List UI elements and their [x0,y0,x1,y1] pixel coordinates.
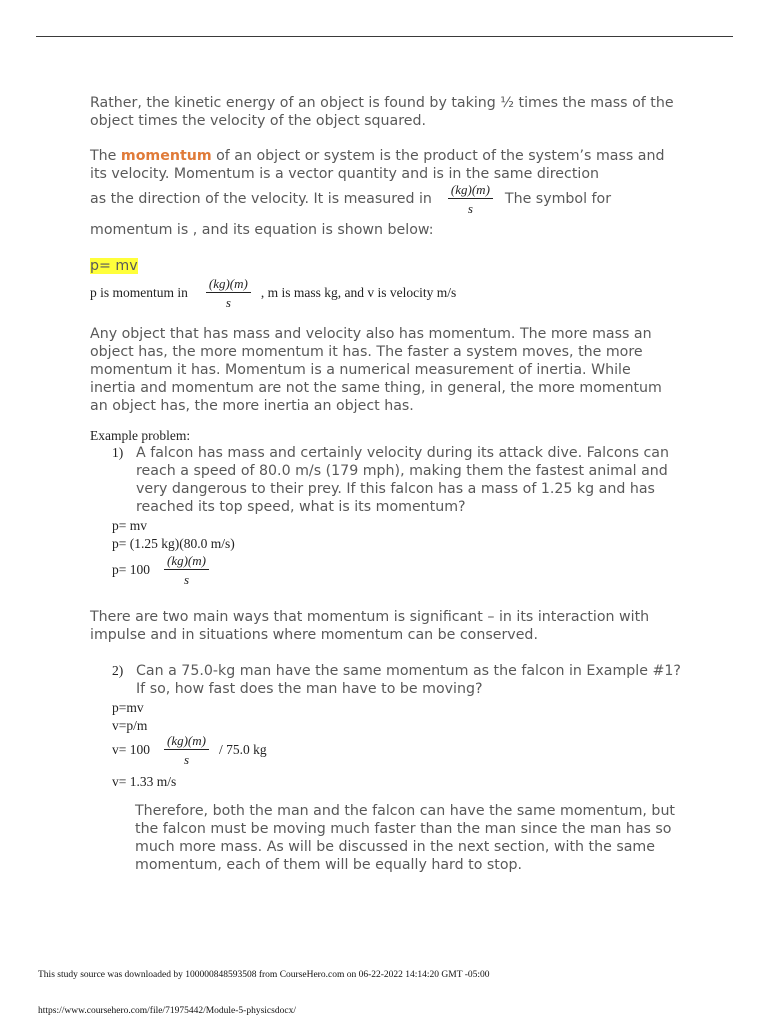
variable-definitions [90,276,456,310]
equation-highlight [90,257,138,275]
example-1-step-3 [112,553,209,587]
fraction-numerator: (kg)(m) [448,182,493,199]
download-notice: This study source was downloaded by 100000848593508 from CourseHero.com on 06-22-2022 14:14:20 GMT -05:00 [38,970,490,980]
example-heading: Example problem: [90,428,191,443]
unit-fraction [164,553,209,587]
example-1-step-2: p= (1.25 kg)(80.0 m/s) [112,536,235,551]
list-number: 1) [112,445,124,460]
text-segment: of an object or system is the product of the system’s mass and its velocity. Momentum is a vector quantity and is in the same direction [90,148,665,182]
paragraph-kinetic-energy: Rather, the kinetic energy of an object is found by taking ½ times the mass of the object times the velocity of the object squared. [90,95,674,129]
text-segment: The [90,148,121,164]
example-2-conclusion: Therefore, both the man and the falcon can have the same momentum, but the falcon must be moving much faster than the man since the man has so much more mass. As will be discussed in the next section, with the same momentum, each of them will be equally hard to stop. [135,803,675,873]
paragraph-momentum-definition [90,147,680,183]
example-2-step-3 [112,733,267,767]
example-2-step-1: p=mv [112,700,144,715]
measurement-line [90,182,690,216]
unit-fraction [206,276,251,310]
example-1-text: A falcon has mass and certainly velocity during its attack dive. Falcons can reach a speed of 80.0 m/s (179 mph), making them the fastest animal and very dangerous to their prey. If this falcon has a mass of 1.25 kg and has reached its top speed, what is its momentum? [136,445,669,515]
text-segment: / 75.0 kg [218,742,267,757]
fraction-denominator: s [225,295,231,310]
unit-fraction [164,733,209,767]
paragraph-significance: There are two main ways that momentum is significant – in its interaction with impulse and in situations where momentum can be conserved. [90,609,650,643]
source-url[interactable]: https://www.coursehero.com/file/71975442/Module-5-physicsdocx/ [38,1006,296,1016]
highlighted-equation: p= mv [90,258,138,274]
example-2 [112,662,682,698]
example-2-step-2: v=p/m [112,718,148,733]
example-1 [112,444,682,516]
text-segment: as the direction of the velocity. It is measured in [90,191,432,207]
fraction-denominator: s [183,572,190,587]
text-segment: p= 100 [112,562,150,577]
fraction-numerator: (kg)(m) [164,553,209,570]
momentum-term: momentum [120,148,212,164]
text-segment: , m is mass kg, and v is velocity m/s [260,285,457,300]
momentum-symbol-line: momentum is , and its equation is shown below: [90,222,434,238]
text-segment: v= 100 [112,742,150,757]
text-segment: p is momentum in [90,285,188,300]
fraction-denominator: s [467,201,473,216]
list-number: 2) [112,663,124,678]
fraction-denominator: s [183,752,190,767]
unit-fraction [448,182,493,216]
example-2-text: Can a 75.0-kg man have the same momentum as the falcon in Example #1? If so, how fast does the man have to be moving? [136,663,681,697]
example-1-step-1: p= mv [112,518,147,533]
fraction-numerator: (kg)(m) [206,276,251,293]
example-2-step-4: v= 1.33 m/s [112,774,177,789]
header-rule [36,36,733,37]
paragraph-inertia: Any object that has mass and velocity also has momentum. The more mass an object has, the more momentum it has. The faster a system moves, the more momentum it has. Momentum is a numerical measurement of inertia. While inertia and momentum are not the same thing, in general, the more momentum an object has, the more inertia an object has. [90,326,662,414]
text-segment: The symbol for [504,191,612,207]
fraction-numerator: (kg)(m) [164,733,209,750]
